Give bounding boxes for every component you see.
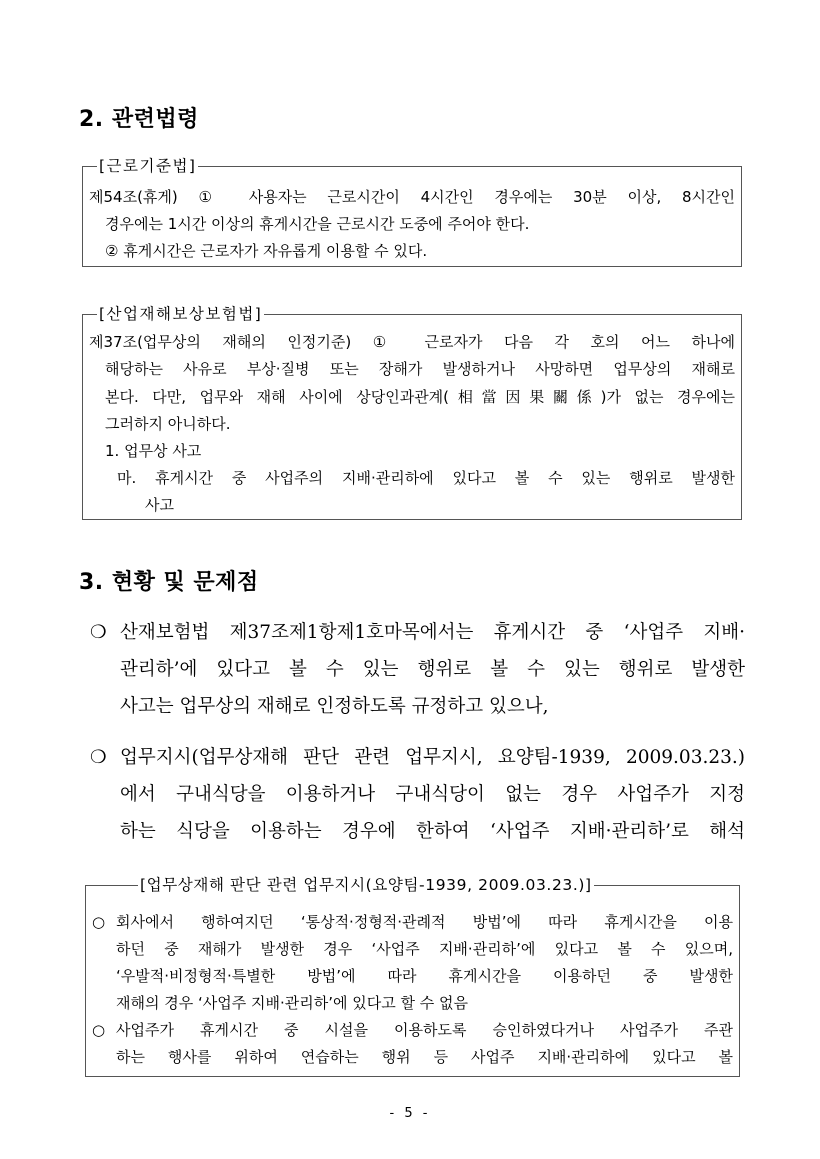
- paragraph-line: 산재보험법 제37조제1항제1호마목에서는 휴게시간 중 ‘사업주 지배·: [120, 622, 745, 643]
- law-text-line: 1. 업무상 사고: [105, 442, 202, 460]
- box-title: [근로기준법]: [99, 157, 197, 175]
- page-number: - 5 -: [389, 1106, 431, 1121]
- directive-text-line: 재해의 경우 ‘사업주 지배·관리하’에 있다고 할 수 없음: [116, 994, 468, 1012]
- box-title: [산업재해보상보험법]: [99, 305, 263, 323]
- box-title: [업무상재해 판단 관련 업무지시(요양팀-1939, 2009.03.23.)]: [140, 876, 592, 894]
- law-text-line: 사고: [145, 496, 174, 514]
- paragraph-line: 에서 구내식당을 이용하거나 구내식당이 없는 경우 사업주가 지정: [120, 784, 745, 805]
- law-text-line: 그러하지 아니하다.: [105, 415, 231, 433]
- circle-bullet-icon: ❍: [90, 747, 107, 768]
- directive-text-line: 회사에서 행하여지던 ‘통상적·정형적·관례적 방법’에 따라 휴게시간을 이용: [116, 913, 733, 931]
- law-text-line: 제54조(휴게) ① 사용자는 근로시간이 4시간인 경우에는 30분 이상, 8시간인: [89, 188, 735, 206]
- law-text-line: 제37조(업무상의 재해의 인정기준) ① 근로자가 다음 각 호의 어느 하나에: [89, 333, 735, 351]
- directive-text-line: 하던 중 재해가 발생한 경우 ‘사업주 지배·관리하’에 있다고 볼 수 있으며,: [116, 940, 733, 958]
- section-heading-status-and-issues: 3. 현황 및 문제점: [79, 570, 259, 595]
- industrial-accident-act-box: [82, 305, 742, 520]
- law-text-line: 해당하는 사유로 부상·질병 또는 장해가 발생하거나 사망하면 업무상의 재해로: [105, 360, 735, 378]
- paragraph-line: 관리하’에 있다고 볼 수 있는 행위로 볼 수 있는 행위로 발생한: [120, 659, 745, 680]
- paragraph-line: 업무지시(업무상재해 판단 관련 업무지시, 요양팀-1939, 2009.03.23.): [120, 747, 745, 768]
- law-text-line: 마. 휴게시간 중 사업주의 지배·관리하에 있다고 볼 수 있는 행위로 발생한: [117, 469, 735, 487]
- paragraph-line: 하는 식당을 이용하는 경우에 한하여 ‘사업주 지배·관리하’로 해석: [120, 821, 745, 842]
- circle-bullet-icon: ❍: [90, 622, 107, 643]
- directive-box: [85, 876, 740, 1077]
- directive-text-line: 사업주가 휴게시간 중 시설을 이용하도록 승인하였다거나 사업주가 주관: [116, 1021, 733, 1039]
- paragraph-line: 사고는 업무상의 재해로 인정하도록 규정하고 있으나,: [120, 696, 549, 717]
- directive-text-line: 하는 행사를 위하여 연습하는 행위 등 사업주 지배·관리하에 있다고 볼: [116, 1048, 733, 1066]
- labor-standards-act-box: [82, 157, 742, 267]
- directive-text-line: ‘우발적·비정형적·특별한 방법’에 따라 휴게시간을 이용하던 중 발생한: [116, 967, 733, 985]
- law-text-line: 경우에는 1시간 이상의 휴게시간을 근로시간 도중에 주어야 한다.: [105, 215, 530, 233]
- law-text-line: 본다. 다만, 업무와 재해 사이에 상당인과관계(相當因果關係)가 없는 경우에는: [105, 388, 735, 406]
- bullet-paragraph: [90, 614, 745, 725]
- law-text-line: ② 휴게시간은 근로자가 자유롭게 이용할 수 있다.: [105, 242, 428, 260]
- section-heading-related-laws: 2. 관련법령: [79, 107, 199, 132]
- bullet-paragraph: [90, 739, 745, 850]
- circle-bullet-icon: ○: [92, 913, 106, 931]
- circle-bullet-icon: ○: [92, 1021, 106, 1039]
